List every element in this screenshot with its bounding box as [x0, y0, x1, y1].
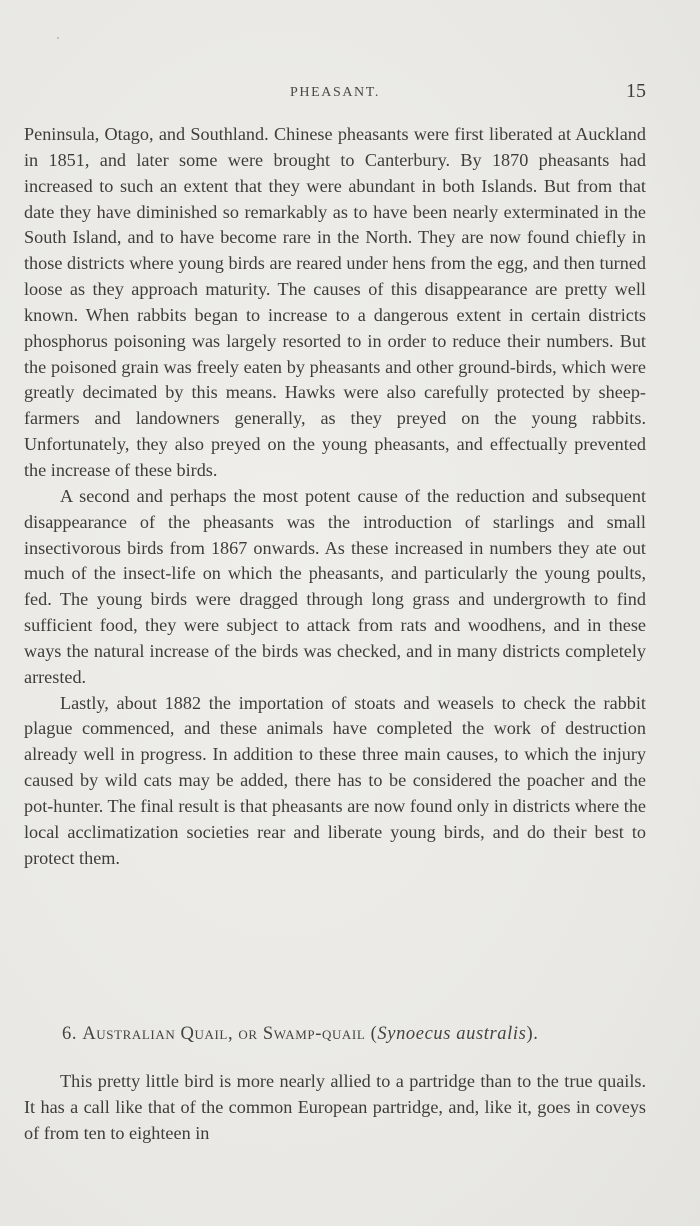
running-head [24, 80, 646, 104]
section-paragraph: This pretty little bird is more nearly allied to a partridge than to the true quails. It has a call like that of the common European partridge, and, like it, goes in coveys of from ten to eighteen in [24, 1071, 646, 1143]
body-text [24, 122, 646, 871]
paragraph-2: A second and perhaps the most potent cause of the reduction and subsequent disappearance of the pheasants was the introduction of starlings and small insectivorous birds from 1867 onwards. As these increased in numbers they ate out much of the insect-life on which the pheasants, and particularly the young poults, fed. The young birds were dragged through long grass and undergrowth to find sufficient food, they were subject to attack from rats and woodhens, and in these ways the natural increase of the birds was checked, and in many districts completely arrested. [24, 485, 646, 687]
close-paren: ). [526, 1024, 539, 1044]
paragraph-3: Lastly, about 1882 the importation of stoats and weasels to check the rabbit plague commenced, and these animals have completed the work of destruction already well in progress. In addition to these three main causes, to which the injury caused by wild cats may be added, there has to be considered the poacher and the pot-hunter. The final result is that pheasants are now found only in districts where the local acclimatization societies rear and liberate young birds, and do their best to protect them. [24, 692, 646, 868]
section-number: 6. [62, 1024, 78, 1044]
paper-speck [57, 37, 59, 39]
running-title: PHEASANT. [290, 85, 380, 100]
paragraph-1: Peninsula, Otago, and Southland. Chinese pheasants were first liberated at Auckland in 1851, and later some were brought to Canterbury. By 1870 pheasants had increased to such an extent that they were abundant in both Islands. But from that date they have diminished so remarkably as to have been nearly exterminated in the South Island, and to have become rare in the North. They are now found chiefly in those districts where young birds are reared under hens from the egg, and then turned loose as they approach maturity. The causes of this disappearance are pretty well known. When rabbits began to increase to a dangerous extent in certain districts phosphorus poisoning was largely resorted to in order to reduce their numbers. But the poisoned grain was freely eaten by pheasants and other ground-birds, which were greatly decimated by this means. Hawks were also carefully protected by sheep-farmers and landowners generally, as they preyed on the young rabbits. Unfortunately, they also preyed on the young pheasants, and effectually prevented the increase of these birds. [24, 124, 646, 480]
species-name: Synoecus australis [377, 1024, 527, 1044]
page-number: 15 [626, 80, 646, 102]
open-paren: ( [370, 1024, 378, 1044]
section-body [24, 1069, 646, 1147]
section-heading [62, 1024, 642, 1045]
section-title: Australian Quail, or Swamp-quail [82, 1024, 366, 1044]
